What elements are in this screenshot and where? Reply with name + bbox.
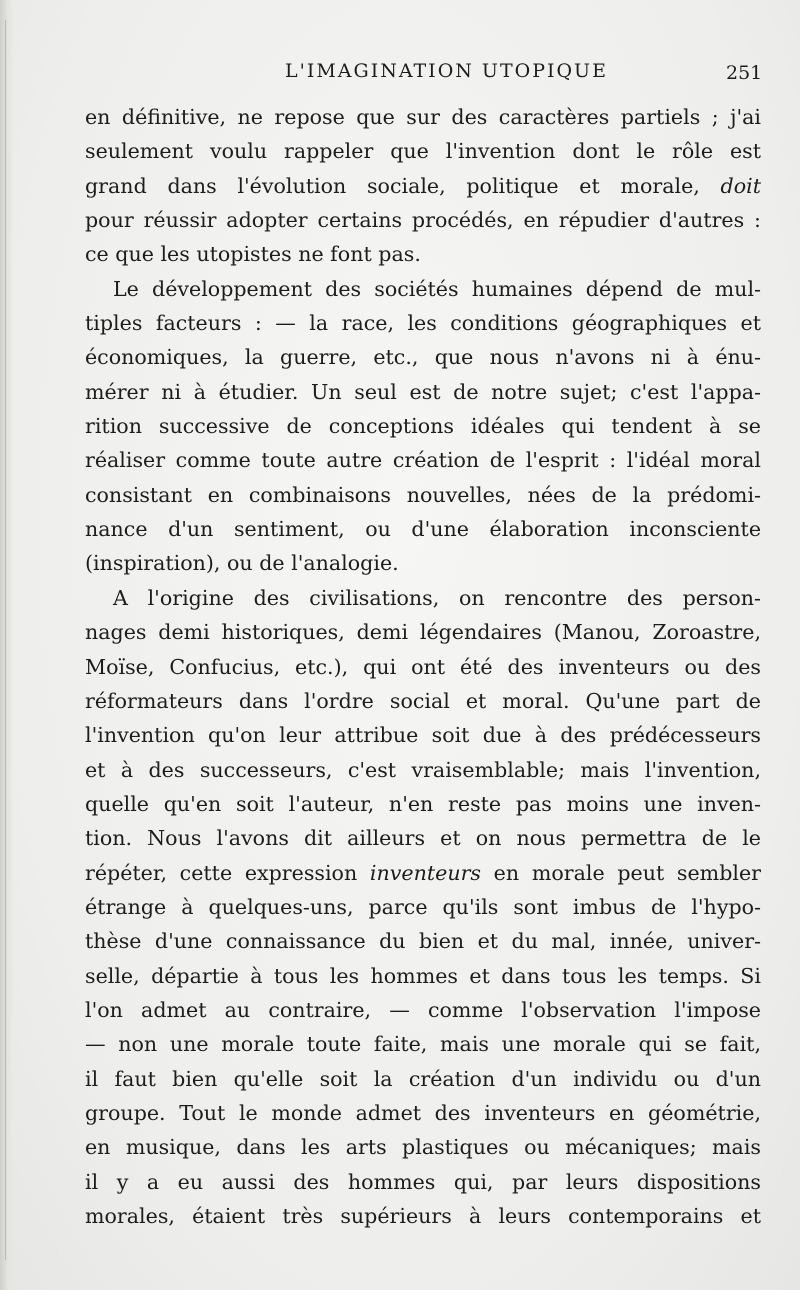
text-line: consistant en combinaisons nouvelles, nées de la prédomi-	[85, 482, 761, 507]
text-line: étrange à quelques-uns, parce qu'ils sont imbus de l'hypo-	[85, 894, 761, 919]
text-segment: répéter, cette expression	[85, 860, 370, 885]
text-line: A l'origine des civilisations, on rencontre des person-	[113, 585, 761, 610]
running-title: L'IMAGINATION UTOPIQUE	[285, 60, 608, 82]
text-line: (inspiration), ou de l'analogie.	[85, 551, 399, 576]
text-line: tion. Nous l'avons dit ailleurs et on nous permettra de le	[85, 826, 761, 851]
text-line: — non une morale toute faite, mais une morale qui se fait,	[85, 1032, 761, 1057]
text-line: morales, étaient très supérieurs à leurs contemporains et	[85, 1204, 761, 1228]
text-line: en musique, dans les arts plastiques ou mécaniques; mais	[85, 1135, 761, 1160]
body-text	[85, 100, 761, 1233]
text-line: ce que les utopistes ne font pas.	[85, 242, 421, 267]
text-segment: en morale peut sembler	[481, 860, 762, 885]
page-header	[0, 56, 800, 92]
text-line	[85, 169, 761, 203]
emphasis-doit: doit	[720, 173, 761, 198]
text-segment: grand dans l'évolution sociale, politique et morale,	[85, 173, 721, 198]
emphasis-inventeurs: inventeurs	[369, 860, 481, 885]
text-line: nages demi historiques, demi légendaires (Manou, Zoroastre,	[85, 620, 761, 645]
text-line: selle, départie à tous les hommes et dans tous les temps. Si	[85, 963, 761, 988]
text-line: pour réussir adopter certains procédés, en répudier d'autres :	[85, 208, 761, 233]
text-line: et à des successeurs, c'est vraisemblable; mais l'invention,	[85, 757, 761, 782]
text-line: groupe. Tout le monde admet des inventeurs en géométrie,	[85, 1100, 761, 1125]
page-number: 251	[726, 62, 763, 84]
binding-edge	[5, 20, 6, 1260]
text-line	[85, 856, 761, 890]
text-line: quelle qu'en soit l'auteur, n'en reste pas moins une inven-	[85, 791, 761, 816]
page-gutter	[0, 0, 14, 1290]
text-line: l'invention qu'on leur attribue soit due à des prédécesseurs	[85, 723, 761, 748]
text-line: réformateurs dans l'ordre social et moral. Qu'une part de	[85, 688, 761, 713]
text-line: mérer ni à étudier. Un seul est de notre sujet; c'est l'appa-	[85, 379, 761, 404]
text-line: rition successive de conceptions idéales qui tendent à se	[85, 414, 761, 439]
text-line: tiples facteurs : — la race, les conditions géographiques et	[85, 311, 761, 336]
text-line: seulement voulu rappeler que l'invention dont le rôle est	[85, 139, 761, 164]
text-line: économiques, la guerre, etc., que nous n'avons ni à énu-	[85, 345, 761, 370]
text-line: il faut bien qu'elle soit la création d'un individu ou d'un	[85, 1066, 761, 1091]
text-line: il y a eu aussi des hommes qui, par leurs dispositions	[85, 1169, 761, 1194]
text-line: réaliser comme toute autre création de l'esprit : l'idéal moral	[85, 448, 761, 473]
text-line: Le développement des sociétés humaines dépend de mul-	[113, 276, 761, 301]
text-line: l'on admet au contraire, — comme l'observation l'impose	[85, 997, 761, 1022]
text-line: en définitive, ne repose que sur des caractères partiels ; j'ai	[85, 105, 761, 129]
text-line: Moïse, Confucius, etc.), qui ont été des inventeurs ou des	[85, 654, 761, 679]
text-line: thèse d'une connaissance du bien et du mal, innée, univer-	[85, 929, 761, 954]
text-line: nance d'un sentiment, ou d'une élaboration inconsciente	[85, 517, 761, 542]
